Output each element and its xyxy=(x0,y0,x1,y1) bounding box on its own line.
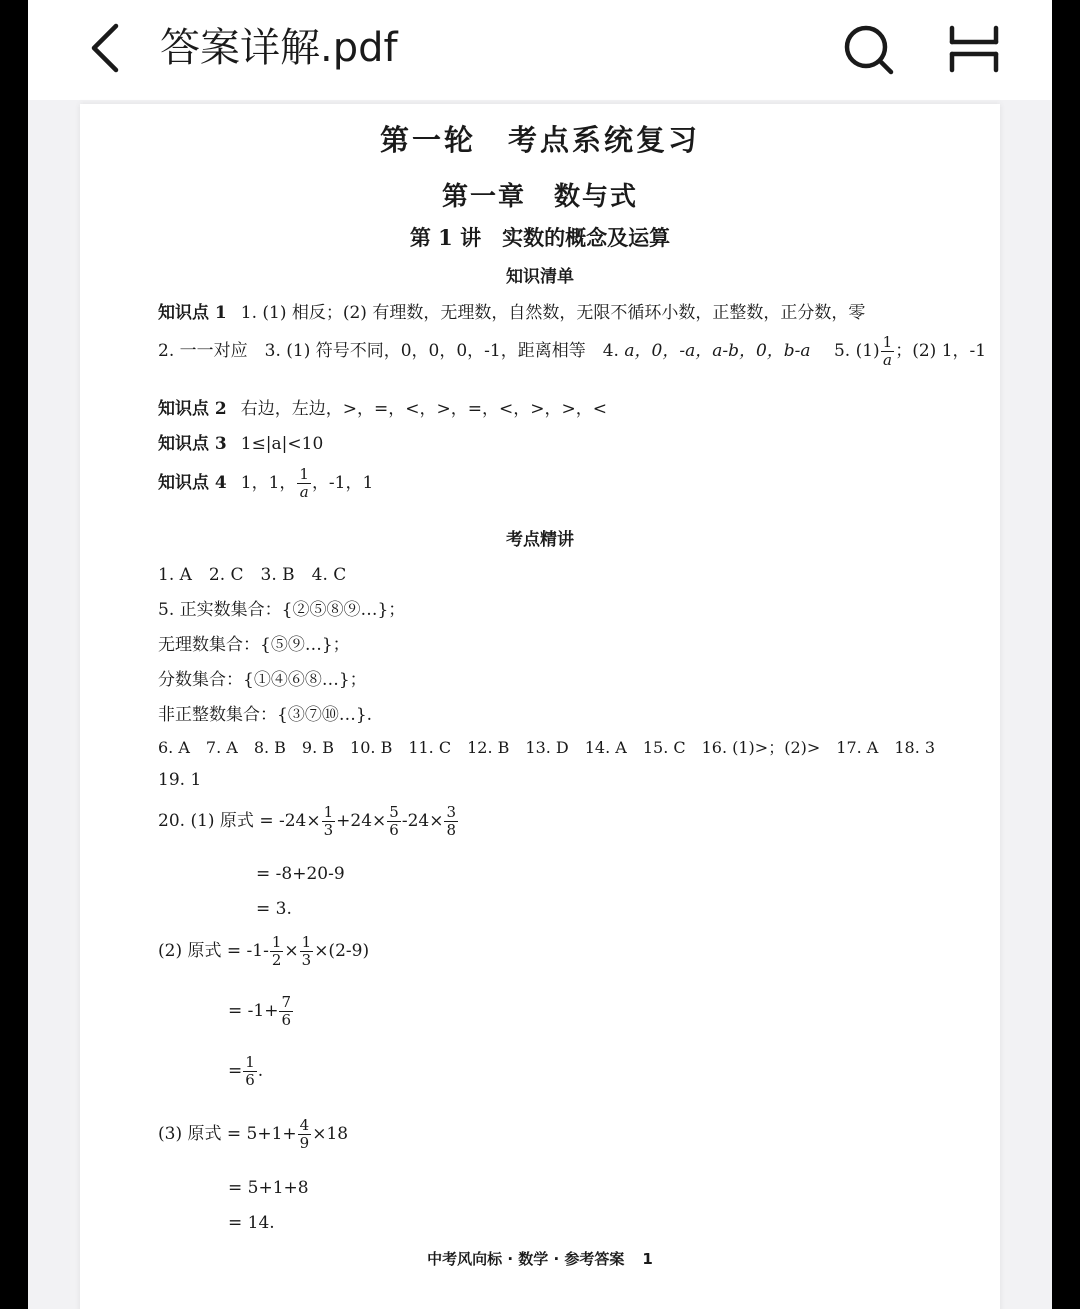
kp-text: ，-1，1 xyxy=(311,473,374,493)
footer-text: 中考风向标 · 数学 · 参考答案 xyxy=(427,1250,625,1268)
fraction: $\frac{1}{a}$ xyxy=(299,465,309,501)
lecture-title: 第 1 讲 实数的概念及运算 xyxy=(409,225,671,250)
reader-menu-button[interactable] xyxy=(946,24,1002,76)
fraction: $\frac{1}{3}$ xyxy=(301,933,312,969)
back-button[interactable] xyxy=(84,22,128,74)
answer-19: 19. 1 xyxy=(158,770,202,790)
kp-text: 1. (1) 相反；(2) 有理数，无理数，自然数，无限不循环小数，正整数，正分数，零 xyxy=(240,303,866,323)
answer-20-1-step1: 20. (1) 原式 = -24× $\frac{1}{3}$ +24× $\frac{5}{6}$ -24× $\frac{3}{8}$ xyxy=(158,803,456,839)
answer-5-set-b: 无理数集合：{⑤⑨…}； xyxy=(158,635,350,655)
answer-20-3-step3: = 14. xyxy=(228,1213,275,1233)
page-footer xyxy=(80,1248,1000,1269)
top-toolbar xyxy=(28,0,1052,100)
fraction: $\frac{3}{8}$ xyxy=(446,803,456,839)
page-number: 1 xyxy=(642,1250,653,1268)
fraction: $\frac{1}{3}$ xyxy=(323,803,334,839)
fraction: $\frac{4}{9}$ xyxy=(299,1116,310,1152)
fraction: $\frac{1}{2}$ xyxy=(271,933,282,969)
knowledge-point-4 xyxy=(158,466,373,501)
pdf-viewer-app xyxy=(28,0,1052,1309)
chevron-left-icon xyxy=(84,22,128,74)
section-heading-key-points: 考点精讲 xyxy=(506,530,574,550)
answer-20-2-step1: (2) 原式 = -1- $\frac{1}{2}$ × $\frac{1}{3}$ ×(2-9) xyxy=(158,933,370,969)
knowledge-point-2 xyxy=(158,394,607,419)
kp-text: 右边，左边，>，=，<，>，=，<，>，>，< xyxy=(240,399,607,419)
chapter-title: 第一章 数与式 xyxy=(441,182,638,212)
answer-text-italic: a，0，-a，a-b，0，b-a xyxy=(624,341,811,361)
search-icon xyxy=(840,22,896,78)
answers-1-4: 1. A 2. C 3. B 4. C xyxy=(158,565,347,585)
answer-text: ；(2) 1，-1 xyxy=(895,341,987,361)
fraction: $\frac{5}{6}$ xyxy=(389,803,399,839)
document-title: 答案详解.pdf xyxy=(160,25,398,71)
answer-line-2-5 xyxy=(158,334,986,369)
answers-6-18: 6. A 7. A 8. B 9. B 10. B 11. C 12. B 13. D 14. A 15. C 16. (1)>；(2)> 17. A 18. 3 xyxy=(158,738,936,757)
answer-5-set-c: 分数集合：{①④⑥⑧…}； xyxy=(158,670,367,690)
fraction: $\frac{7}{6}$ xyxy=(281,993,291,1029)
answer-20-3-step2: = 5+1+8 xyxy=(228,1178,309,1198)
answer-20-2-step2: = -1+ $\frac{7}{6}$ xyxy=(228,993,291,1029)
pdf-page[interactable] xyxy=(80,104,1000,1309)
search-button[interactable] xyxy=(840,22,896,78)
kp-label: 知识点 1 xyxy=(158,303,227,323)
fraction: $\frac{1}{a}$ xyxy=(882,333,893,369)
kp-text: 1≤|a|<10 xyxy=(240,434,324,454)
answer-text: 2. 一一对应 3. (1) 符号不同，0，0，0，-1，距离相等 4. xyxy=(158,341,619,361)
reader-menu-icon xyxy=(946,24,1002,76)
fraction: $\frac{1}{6}$ xyxy=(245,1053,255,1089)
section-heading-checklist: 知识清单 xyxy=(506,267,574,287)
answer-5-set-a: 5. 正实数集合：{②⑤⑧⑨…}； xyxy=(158,600,406,620)
kp-label: 知识点 2 xyxy=(158,399,227,419)
knowledge-point-3 xyxy=(158,429,323,454)
knowledge-point-1 xyxy=(158,298,865,323)
answer-20-1-step3: = 3. xyxy=(256,899,292,919)
answer-5-set-d: 非正整数集合：{③⑦⑩…}. xyxy=(158,705,373,725)
book-title: 第一轮 考点系统复习 xyxy=(379,123,700,157)
answer-20-1-step2: = -8+20-9 xyxy=(256,864,345,884)
kp-label: 知识点 4 xyxy=(158,473,227,493)
kp-label: 知识点 3 xyxy=(158,434,227,454)
kp-text: 1，1， xyxy=(240,473,297,493)
answer-text: 5. (1) xyxy=(833,341,880,361)
answer-20-2-step3: = $\frac{1}{6}$ . xyxy=(228,1053,264,1089)
answer-20-3-step1: (3) 原式 = 5+1+ $\frac{4}{9}$ ×18 xyxy=(158,1116,349,1152)
